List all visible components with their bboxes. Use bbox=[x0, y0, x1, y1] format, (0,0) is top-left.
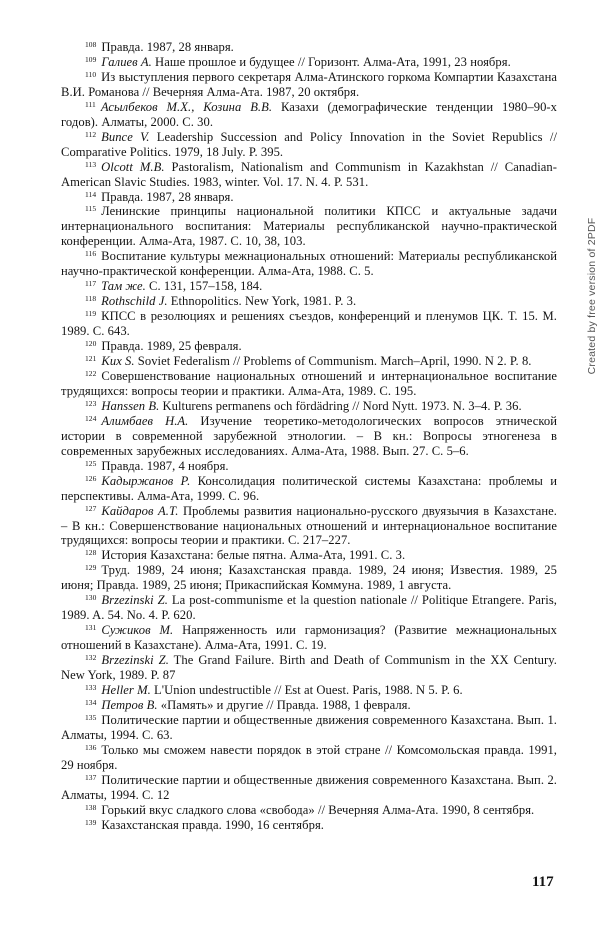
footnote-text: Проблемы развития национально-русского двуязычия в Казахстане. – В кн.: Совершенствование национальных отношений и интернациональное воспитание трудящихся: вопросы теории и практики. С. 217–227. bbox=[61, 503, 558, 548]
footnote-text: Труд. 1989, 24 июня; Казахстанская правда. 1989, 24 июня; Известия. 1989, 25 июня; Правда. 1989, 25 июня; Прикаспийская Коммуна. 1989, 1 августа. bbox=[61, 563, 557, 593]
footnote-text: L'Union undestructible // Est at Ouest. Paris, 1988. N 5. P. 6. bbox=[154, 682, 463, 697]
footnote-author: Kux S. bbox=[101, 354, 135, 369]
footnote-author: Brzezinski Z. bbox=[101, 653, 169, 668]
footnote-text: С. 131, 157–158, 184. bbox=[149, 279, 263, 294]
page-number: 117 bbox=[532, 874, 554, 890]
footnote-text: Правда. 1989, 25 февраля. bbox=[101, 339, 242, 354]
footnote-number: 131 bbox=[85, 623, 97, 633]
footnote-number: 110 bbox=[85, 69, 97, 79]
footnote-text: Leadership Succession and Policy Innovation in the Soviet Republics // Comparative Politics. 1979, 18 July. P. 395. bbox=[61, 129, 557, 159]
footnote-author: Olcott M.B. bbox=[101, 159, 165, 174]
watermark-text: Created by free version of 2PDF bbox=[586, 217, 598, 375]
footnote-117 bbox=[61, 279, 557, 294]
footnote-number: 123 bbox=[85, 398, 97, 408]
footnote-number: 122 bbox=[85, 368, 97, 378]
footnote-text: Soviet Federalism // Problems of Communism. March–April, 1990. N 2. P. 8. bbox=[137, 354, 532, 369]
footnote-text: Правда. 1987, 4 ноября. bbox=[101, 458, 229, 473]
footnote-121 bbox=[61, 354, 557, 369]
footnote-text: Воспитание культуры межнациональных отношений: Материалы республиканской научно-практической конференции. Алма-Ата, 1988. С. 5. bbox=[61, 249, 557, 279]
footnote-129 bbox=[61, 563, 557, 593]
footnote-109 bbox=[61, 55, 557, 70]
footnote-133 bbox=[61, 683, 557, 698]
footnote-130 bbox=[61, 593, 557, 623]
footnote-author: Сужиков М. bbox=[101, 623, 174, 638]
footnote-number: 118 bbox=[85, 294, 97, 304]
footnote-137 bbox=[61, 773, 557, 803]
footnote-text: «Память» и другие // Правда. 1988, 1 февраля. bbox=[160, 697, 411, 712]
footnote-116 bbox=[61, 249, 557, 279]
footnote-number: 130 bbox=[85, 593, 97, 603]
footnote-number: 134 bbox=[85, 697, 97, 707]
footnote-number: 125 bbox=[85, 458, 97, 468]
footnote-number: 133 bbox=[85, 682, 97, 692]
footnote-author: Петров В. bbox=[101, 697, 158, 712]
footnote-139 bbox=[61, 818, 557, 833]
footnote-number: 129 bbox=[85, 563, 97, 573]
footnote-text: Горький вкус сладкого слова «свобода» // Вечерняя Алма-Ата. 1990, 8 сентября. bbox=[101, 802, 535, 817]
footnote-123 bbox=[61, 399, 557, 414]
footnote-text: Из выступления первого секретаря Алма-Атинского горкома Компартии Казахстана В.И. Романова // Вечерняя Алма-Ата. 1987, 20 октября. bbox=[61, 69, 557, 99]
footnote-135 bbox=[61, 713, 557, 743]
footnote-128 bbox=[61, 548, 557, 563]
footnote-131 bbox=[61, 623, 557, 653]
footnote-126 bbox=[61, 474, 557, 504]
footnote-112 bbox=[61, 130, 557, 160]
footnote-114 bbox=[61, 190, 557, 205]
footnote-number: 121 bbox=[85, 354, 97, 364]
footnote-author: Brzezinski Z. bbox=[101, 593, 168, 608]
footnote-text: Только мы сможем навести порядок в этой стране // Комсомольская правда. 1991, 29 ноября. bbox=[61, 742, 557, 772]
footnote-number: 132 bbox=[85, 653, 97, 663]
footnote-113 bbox=[61, 160, 557, 190]
footnote-text: Консолидация политической системы Казахстана: проблемы и перспективы. Алма-Ата, 1999. С. 96. bbox=[61, 473, 558, 503]
footnote-125 bbox=[61, 459, 557, 474]
footnote-number: 111 bbox=[85, 99, 96, 109]
footnote-number: 114 bbox=[85, 189, 97, 199]
footnote-124 bbox=[61, 414, 557, 459]
footnote-119 bbox=[61, 309, 557, 339]
footnote-138 bbox=[61, 803, 557, 818]
footnote-text: История Казахстана: белые пятна. Алма-Ата, 1991. С. 3. bbox=[101, 548, 406, 563]
footnote-author: Bunce V. bbox=[101, 129, 150, 144]
footnote-author: Асылбеков М.Х., Козина В.В. bbox=[100, 99, 273, 114]
footnote-number: 119 bbox=[85, 309, 97, 319]
footnote-author: Алимбаев Н.А. bbox=[101, 413, 189, 428]
footnote-author: Там же. bbox=[101, 279, 146, 294]
footnote-text: La post-communisme et la question nationale // Politique Etrangere. Paris, 1989. A. 54. No. 4. P. 620. bbox=[61, 593, 557, 623]
footnote-number: 128 bbox=[85, 548, 97, 558]
footnote-number: 126 bbox=[85, 473, 97, 483]
footnote-number: 117 bbox=[85, 279, 97, 289]
footnote-text: Казахи (демографические тенденции 1980–90-х годов). Алматы, 2000. С. 30. bbox=[61, 99, 558, 129]
footnote-118 bbox=[61, 294, 557, 309]
footnote-number: 139 bbox=[85, 817, 97, 827]
footnote-number: 135 bbox=[85, 712, 97, 722]
footnote-122 bbox=[61, 369, 557, 399]
footnote-text: Изучение теоретико-методологических вопросов этнической истории в современной зарубежной этнологии. – В кн.: Вопросы этногенеза в современных зарубежных исследованиях. Алма-Ата, 1988. Вып. 27. С. 5–6. bbox=[61, 413, 557, 458]
footnote-text: Ethnopolitics. New York, 1981. P. 3. bbox=[170, 294, 357, 309]
footnotes-list bbox=[61, 40, 557, 833]
footnote-number: 120 bbox=[85, 339, 97, 349]
footnote-number: 136 bbox=[85, 742, 97, 752]
footnote-author: Галиев А. bbox=[101, 54, 152, 69]
footnote-number: 112 bbox=[85, 129, 97, 139]
footnote-text: Политические партии и общественные движения современного Казахстана. Вып. 1. Алматы, 1994. С. 63. bbox=[61, 712, 557, 742]
footnote-number: 138 bbox=[85, 802, 97, 812]
footnote-author: Кадыржанов Р. bbox=[101, 473, 191, 488]
footnote-author: Heller M. bbox=[101, 682, 151, 697]
footnote-number: 115 bbox=[85, 204, 97, 214]
footnote-text: Правда. 1987, 28 января. bbox=[101, 189, 234, 204]
footnote-134 bbox=[61, 698, 557, 713]
footnote-number: 113 bbox=[85, 159, 97, 169]
footnote-text: The Grand Failure. Birth and Death of Communism in the XX Century. New York, 1989. P. 87 bbox=[61, 653, 557, 683]
footnote-110 bbox=[61, 70, 557, 100]
footnote-number: 116 bbox=[85, 249, 97, 259]
footnote-text: Совершенствование национальных отношений и интернациональное воспитание трудящихся: вопросы теории и практики. Алма-Ата, 1989. С. 195. bbox=[61, 368, 557, 398]
footnote-text: Kulturens permanens och fördädring // Nord Nytt. 1973. N. 3–4. P. 36. bbox=[162, 398, 522, 413]
footnote-132 bbox=[61, 653, 557, 683]
footnote-108 bbox=[61, 40, 557, 55]
footnote-author: Rothschild J. bbox=[101, 294, 168, 309]
footnote-136 bbox=[61, 743, 557, 773]
footnote-text: Напряженность или гармонизация? (Развитие межнациональных отношений в Казахстане). Алма-Ата, 1991. С. 19. bbox=[61, 623, 557, 653]
footnote-text: Политические партии и общественные движения современного Казахстана. Вып. 2. Алматы, 1994. С. 12 bbox=[61, 772, 557, 802]
footnote-120 bbox=[61, 339, 557, 354]
footnote-number: 109 bbox=[85, 54, 97, 64]
footnote-text: КПСС в резолюциях и решениях съездов, конференций и пленумов ЦК. Т. 15. М. 1989. С. 643. bbox=[61, 309, 557, 339]
footnote-text: Казахстанская правда. 1990, 16 сентября. bbox=[101, 817, 324, 832]
footnote-number: 124 bbox=[85, 413, 97, 423]
footnote-author: Кайдаров А.Т. bbox=[101, 503, 179, 518]
footnote-111 bbox=[61, 100, 557, 130]
footnote-text: Наше прошлое и будущее // Горизонт. Алма-Ата, 1991, 23 ноября. bbox=[155, 54, 511, 69]
footnote-number: 127 bbox=[85, 503, 97, 513]
footnote-author: Hanssen B. bbox=[101, 398, 160, 413]
footnote-number: 137 bbox=[85, 772, 97, 782]
footnote-text: Ленинские принципы национальной политики КПСС и актуальные задачи интернационального воспитания: Материалы республиканской научно-практической конференции. Алма-Ата, 1987. С. 10, 38, 103. bbox=[61, 204, 557, 249]
footnote-text: Pastoralism, Nationalism and Communism in Kazakhstan // Canadian-American Slavic Studies. 1983, winter. Vol. 17. N. 4. P. 531. bbox=[61, 159, 557, 189]
footnote-127 bbox=[61, 504, 557, 549]
footnote-number: 108 bbox=[85, 40, 97, 49]
footnote-115 bbox=[61, 204, 557, 249]
footnote-text: Правда. 1987, 28 января. bbox=[101, 40, 234, 54]
